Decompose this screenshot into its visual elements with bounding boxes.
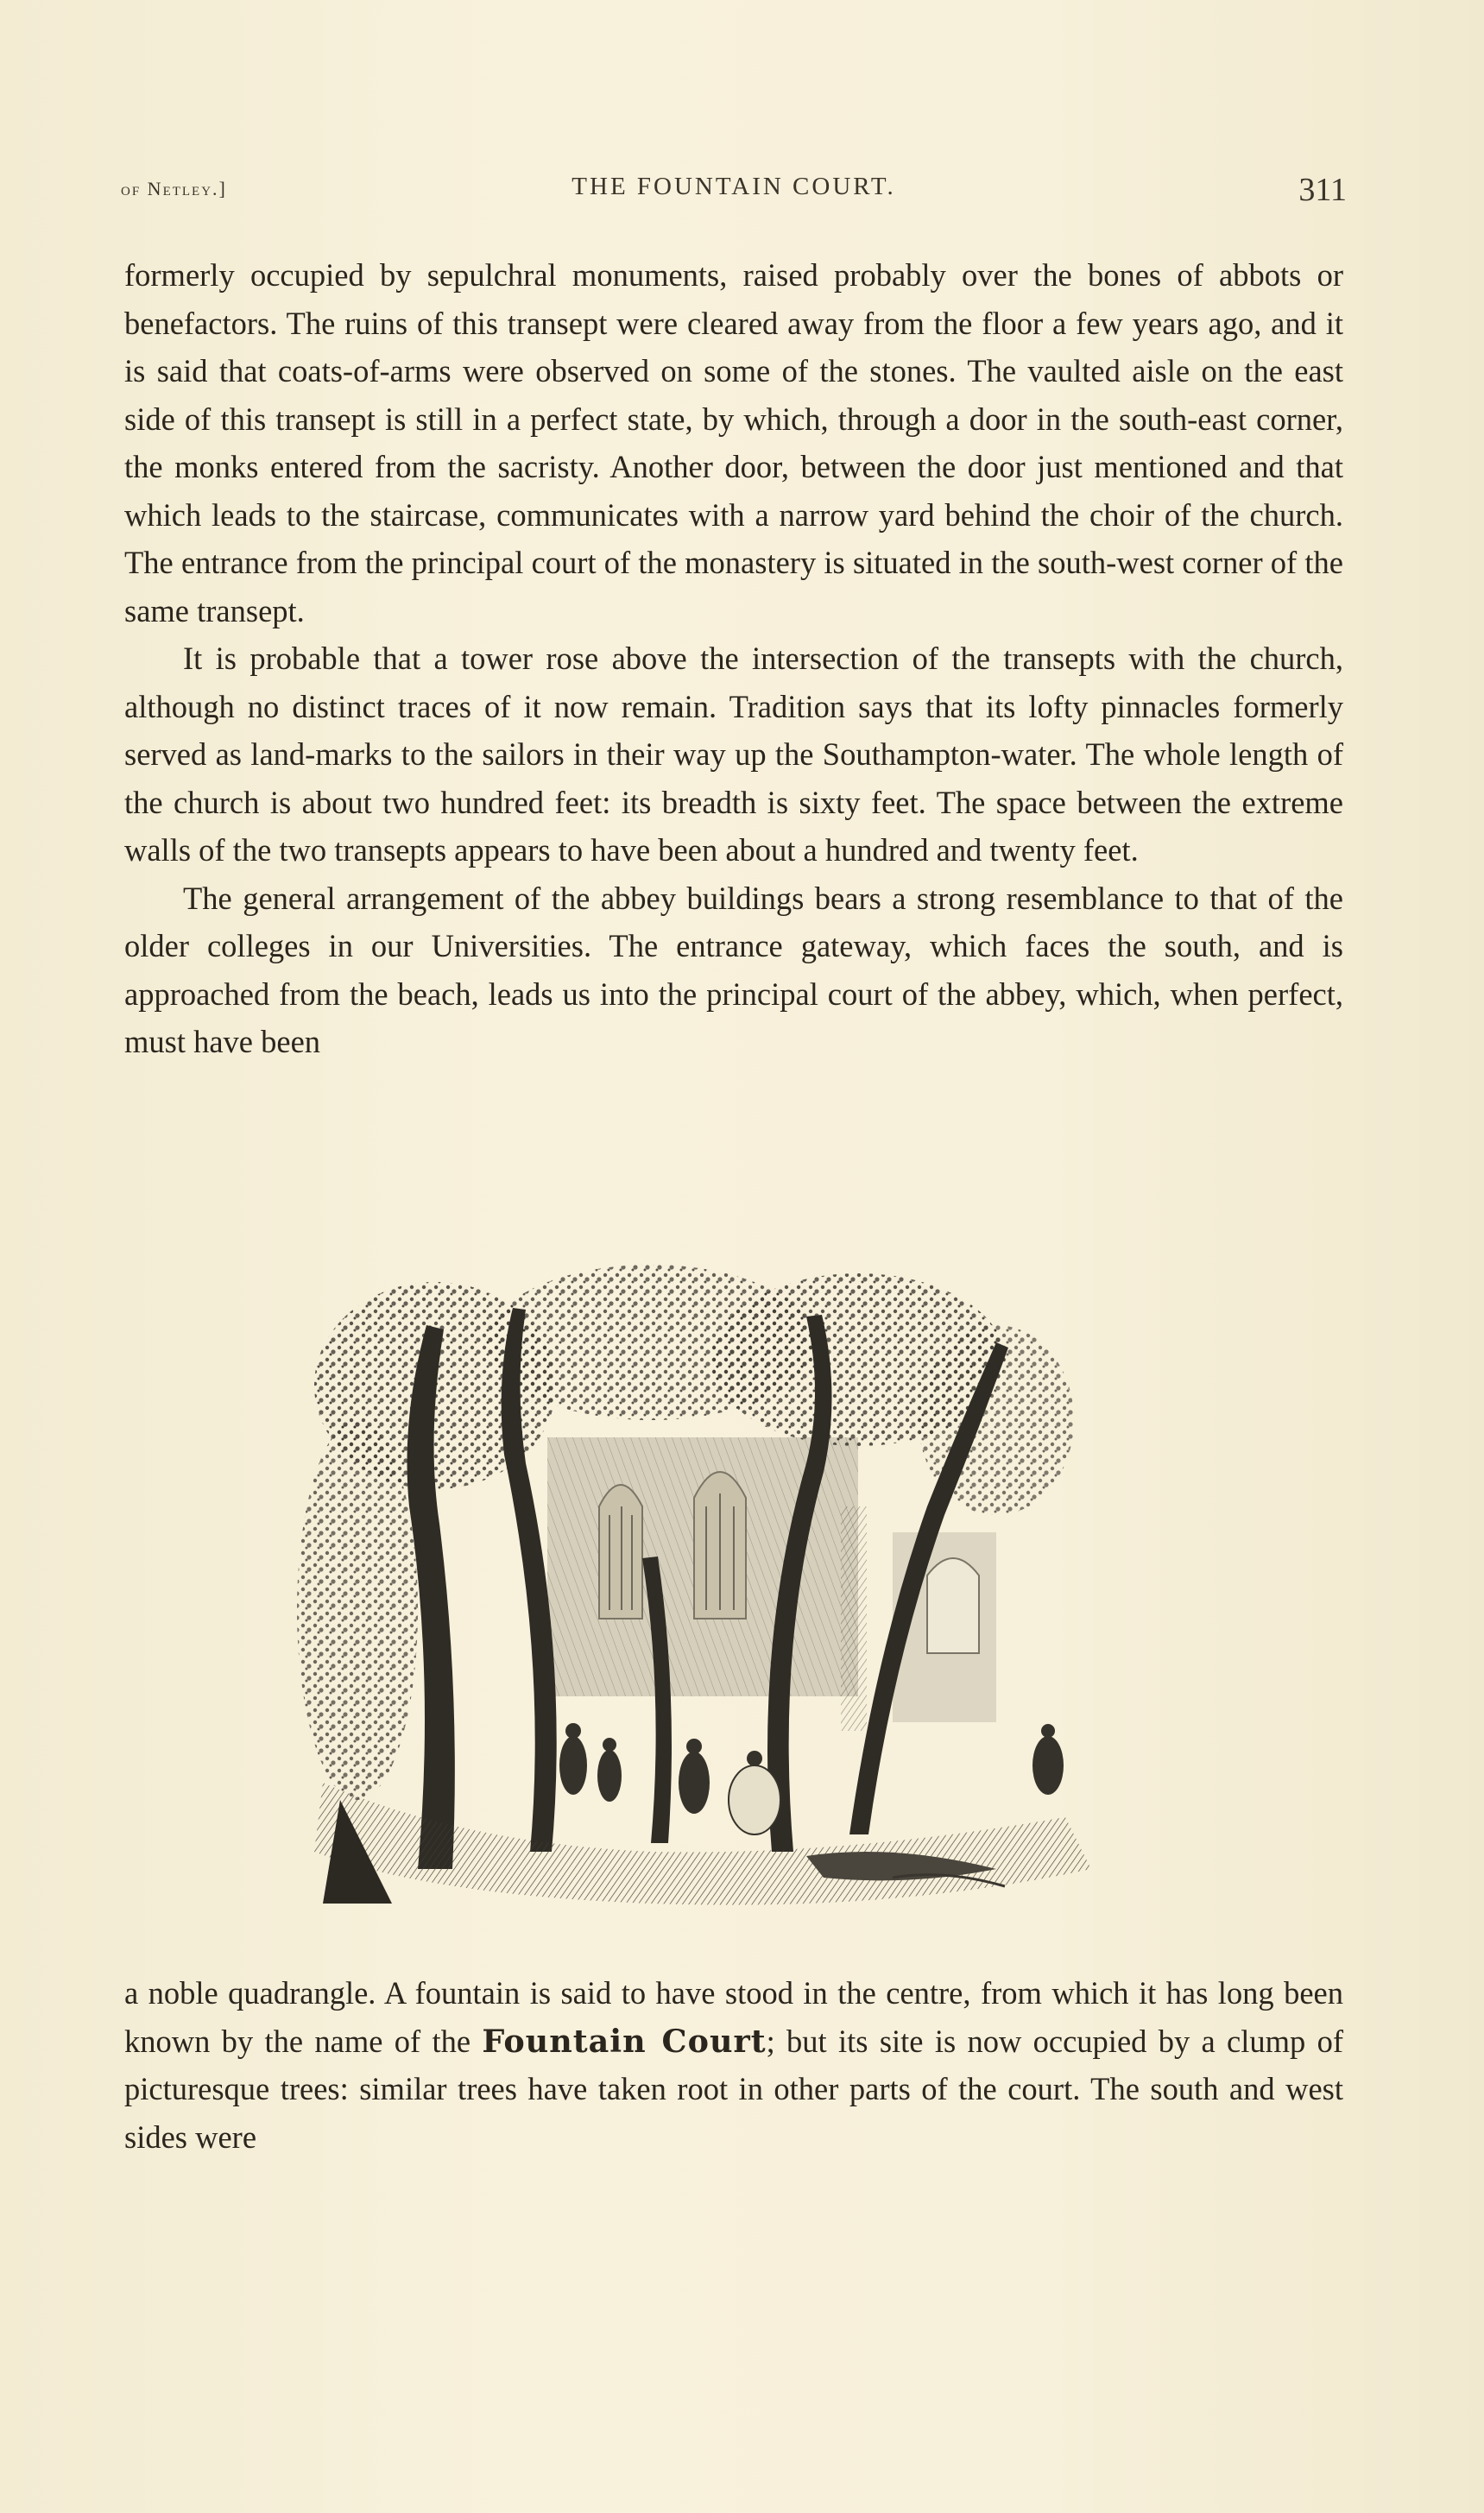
paragraph-3: The general arrangement of the abbey buildings bears a strong resemblance to that of the older colleges in our Universities. The entrance gateway, which faces the south, and is approached from the beach, leads us into the principal court of the abbey, which, when perfect, must have been — [124, 880, 1343, 1059]
paragraph-1: formerly occupied by sepulchral monuments, raised probably over the bones of abbots or benefactors. The ruins of this transept were cleared away from the floor a few years ago, and it is said that coats-of-arms were observed on some of the stones. The vaulted aisle on the east side of this transept is still in a perfect state, by which, through a door in the south-east corner, the monks entered from the sacristy. Another door, between the door just mentioned and that which leads to the staircase, communicates with a narrow yard behind the choir of the church. The entrance from the principal court of the monastery is situated in the south-west corner of the same transept. — [124, 257, 1343, 628]
courtyard-figures — [559, 1723, 1064, 1834]
body-text-bottom — [124, 1969, 1343, 2161]
running-head-left: of Netley.] — [121, 178, 227, 199]
body-text-top — [124, 251, 1343, 1066]
engraving-fountain-court — [288, 1247, 1178, 1925]
page-number: 311 — [1298, 172, 1347, 208]
paragraph-4-end: ; but its site is now occupied by a clump of picturesque trees: similar trees have taken root in other parts of the court. The south and west sides were — [124, 2023, 1344, 2155]
paragraph-4-start: a noble quadrangle. A fountain is said to have stood in the centre, from which it has long been known by the name of the — [124, 1975, 1343, 2059]
running-head-title: THE FOUNTAIN COURT. — [571, 173, 896, 200]
running-head — [121, 171, 1347, 214]
paragraph-4 — [124, 1969, 1343, 2161]
fountain-court-emphasis: Fountain Court — [482, 2022, 767, 2060]
paragraph-2: It is probable that a tower rose above the intersection of the transepts with the church, although no distinct traces of it now remain. Tradition says that its lofty pinnacles formerly served as land-marks to the sailors in their way up the Southampton-water. The whole length of the church is about two hundred feet: its breadth is sixty feet. The space between the extreme walls of the two transepts appears to have been about a hundred and twenty feet. — [124, 641, 1343, 868]
